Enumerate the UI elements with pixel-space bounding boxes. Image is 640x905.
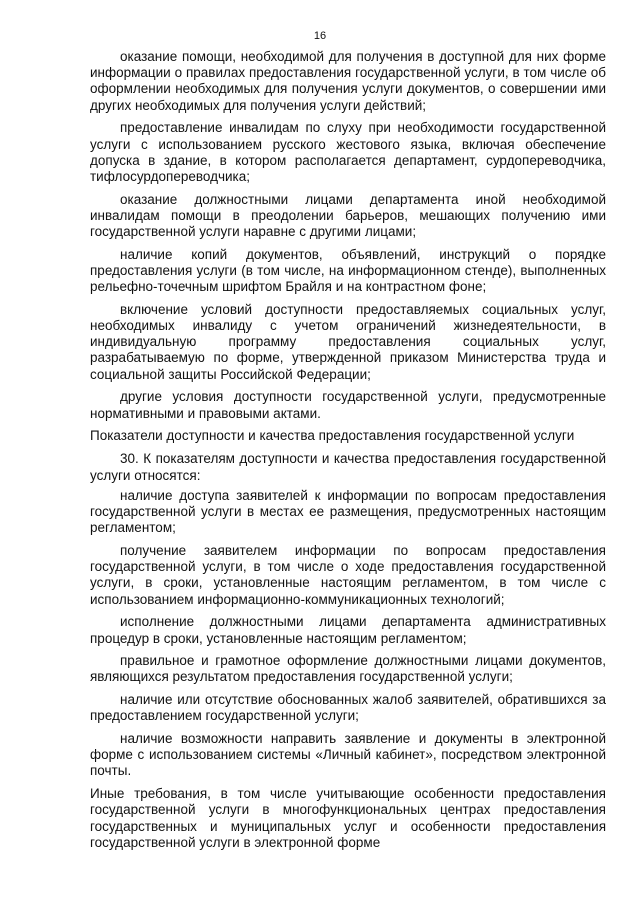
section-heading-other-requirements: Иные требования, в том числе учитывающие особенности предоставления государственной услуги в многофункциональных центрах предоставления государственных и муниципальных услуг и особенности предоставления государственной услуги в электронной форме — [90, 786, 606, 850]
paragraph-receiving-information: получение заявителем информации по вопросам предоставления государственной услуги, в том числе о ходе предоставления государственной услуги, в сроки, установленные настоящим регламентом, в том числе с использованием информационно-коммуникационных технологий; — [90, 542, 606, 607]
paragraph-document-execution: правильное и грамотное оформление должностными лицами документов, являющихся результатом предоставления государственной услуги; — [90, 653, 606, 685]
section-heading-accessibility-indicators: Показатели доступности и качества предоставления государственной услуги — [90, 428, 575, 444]
page-number: 16 — [313, 30, 327, 42]
paragraph-item-30: 30. К показателям доступности и качества предоставления государственной услуги относятся: — [90, 451, 606, 483]
paragraph-individual-program: включение условий доступности предоставляемых социальных услуг, необходимых инвалиду с учетом ограничений жизнедеятельности, в индивидуальную программу предоставления социальных услуг, разрабатываемую по форме, утвержденной приказом Министерства труда и социальной защиты Российской Федерации; — [90, 301, 606, 382]
paragraph-complaints: наличие или отсутствие обоснованных жалоб заявителей, обратившихся за предоставлением государственной услуги; — [90, 692, 606, 724]
paragraph-electronic-submission: наличие возможности направить заявление и документы в электронной форме с использованием системы «Личный кабинет», посредством электронной почты. — [90, 731, 606, 779]
paragraph-procedure-deadlines: исполнение должностными лицами департамента административных процедур в сроки, установленные настоящим регламентом; — [90, 614, 606, 646]
paragraph-sign-language: предоставление инвалидам по слуху при необходимости государственной услуги с использованием русского жестового языка, включая обеспечение допуска в здание, в котором располагается департамент, сурдопереводчика, тифлосурдопереводчика; — [90, 120, 606, 184]
document-body — [90, 49, 606, 857]
paragraph-information-access: наличие доступа заявителей к информации по вопросам предоставления государственной услуги в местах ее размещения, предусмотренных настоящим регламентом; — [90, 487, 606, 536]
paragraph-assistance-information: оказание помощи, необходимой для получения в доступной для них форме информации о правилах предоставления государственной услуги, в том числе об оформлении необходимых для получения услуги документов, о совершении ими других необходимых для получения услуги действий; — [90, 49, 606, 113]
paragraph-braille-copies: наличие копий документов, объявлений, инструкций о порядке предоставления услуги (в том числе, на информационном стенде), выполненных рельефно-точечным шрифтом Брайля и на контрастном фоне; — [90, 246, 606, 295]
paragraph-barrier-assistance: оказание должностными лицами департамента иной необходимой инвалидам помощи в преодолении барьеров, мешающих получению ими государственной услуги наравне с другими лицами; — [90, 191, 606, 240]
paragraph-other-conditions: другие условия доступности государственной услуги, предусмотренные нормативными и правовыми актами. — [90, 389, 606, 421]
